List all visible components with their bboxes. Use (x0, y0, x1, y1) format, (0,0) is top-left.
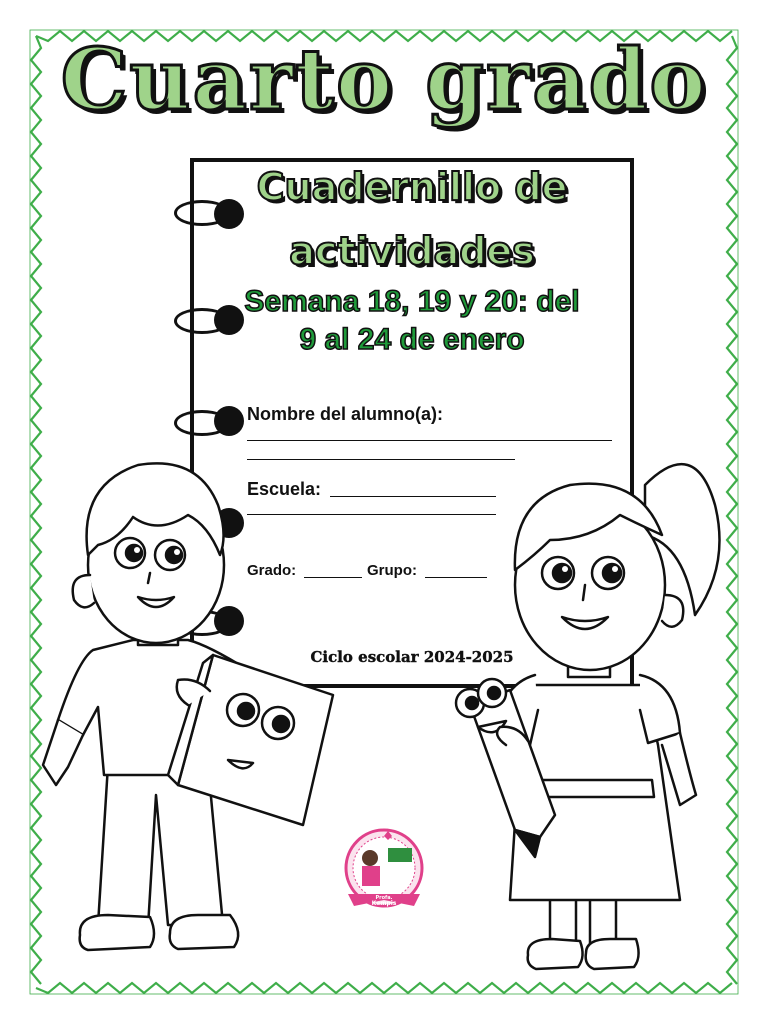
boy-illustration (38, 445, 348, 975)
svg-text:Kempis: Kempis (371, 900, 397, 907)
svg-text:Profa.: Profa. (375, 895, 393, 901)
page-title: Cuarto grado (60, 30, 708, 129)
booklet-title-line1: Cuadernillo de (256, 165, 568, 209)
week-range-line2: 9 al 24 de enero (299, 323, 525, 356)
school-label: Escuela: (247, 479, 322, 499)
girl-illustration (440, 445, 730, 985)
school-cycle-text: Ciclo escolar 2024-2025 (310, 648, 514, 666)
grade-label: Grado: (247, 562, 297, 579)
ring-dot (214, 406, 244, 436)
booklet-title-line2: actividades (289, 229, 535, 273)
group-label: Grupo: (367, 562, 417, 579)
teacher-logo (340, 828, 428, 918)
student-name-line[interactable] (247, 440, 612, 441)
week-range-line1: Semana 18, 19 y 20: del (244, 285, 580, 318)
student-name-label: Nombre del alumno(a): (247, 404, 444, 424)
